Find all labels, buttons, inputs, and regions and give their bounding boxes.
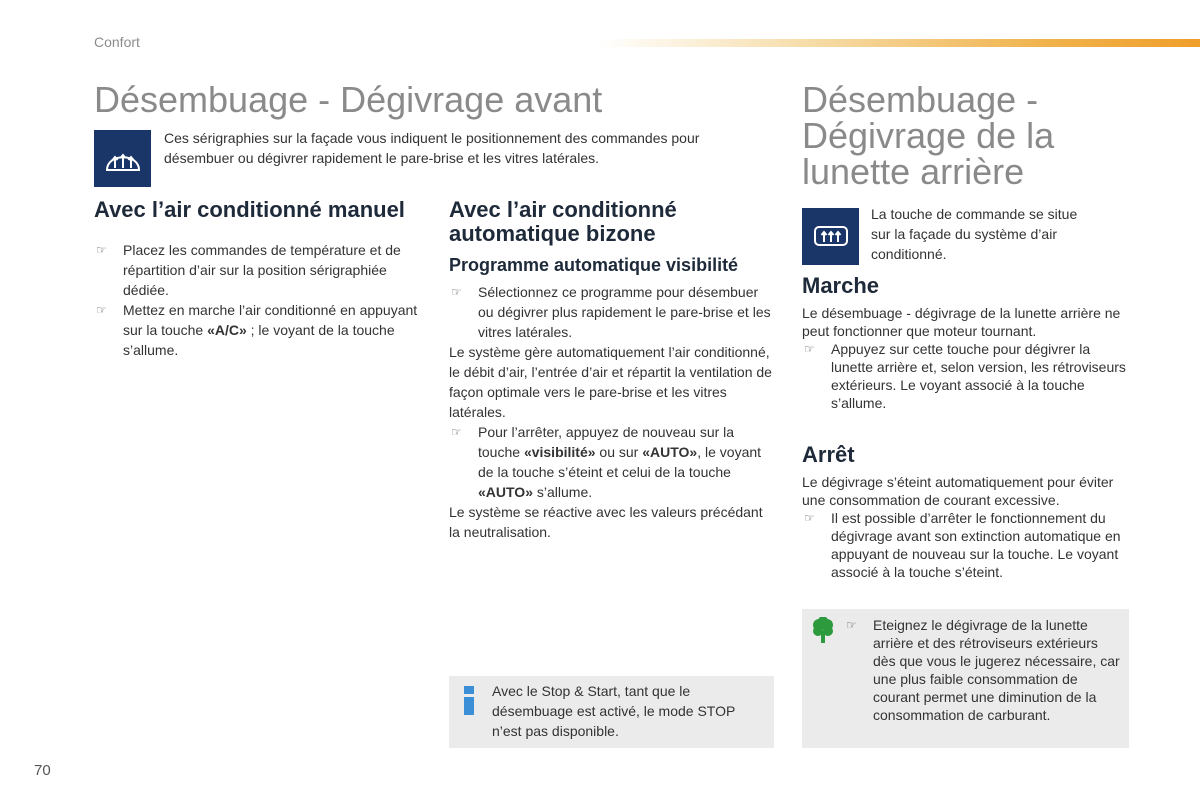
eco-note-list xyxy=(844,616,1124,724)
list-item: ☞ Il est possible d’arrêter le fonctionnement du dégivrage avant son extinction automatique en appuyant de nouveau sur la touche. Le voyant associé à la touche s’éteint. xyxy=(802,509,1132,581)
auto-ac-list-1 xyxy=(449,282,774,342)
arret-section xyxy=(802,443,1132,581)
visibility-program-heading: Programme automatique visibilité xyxy=(449,255,739,275)
arret-paragraph: Le dégivrage s’éteint automatiquement pour éviter une consommation de courant excessive. xyxy=(802,474,1114,508)
section-label: Confort xyxy=(94,34,140,50)
info-note-text: Avec le Stop & Start, tant que le désembuage est activé, le mode STOP n’est pas disponible. xyxy=(492,683,736,739)
page-number: 70 xyxy=(34,762,51,779)
list-item: ☞ Sélectionnez ce programme pour désembuer ou dégivrer plus rapidement le pare-brise et les vitres latérales. xyxy=(449,282,774,342)
eco-note-text: Eteignez le dégivrage de la lunette arrière et des rétroviseurs extérieurs dès que vous le jugerez nécessaire, car une plus faible consommation de courant permet une diminution de la consommation de carburant. xyxy=(873,617,1120,723)
auto-ac-list-2 xyxy=(449,422,774,502)
list-item xyxy=(844,616,1124,724)
arret-heading: Arrêt xyxy=(802,442,855,467)
eco-tree-icon xyxy=(811,617,835,645)
manual-ac-heading: Avec l’air conditionné manuel xyxy=(94,197,405,222)
auto-ac-section xyxy=(449,198,774,542)
info-note-box xyxy=(449,676,774,748)
list-item: ☞ Appuyez sur cette touche pour dégivrer la lunette arrière et, selon version, les rétroviseurs extérieurs. Le voyant associé à la touche s’allume. xyxy=(802,340,1132,412)
auto-ac-paragraph-2: Le système se réactive avec les valeurs précédant la neutralisation. xyxy=(449,504,763,540)
front-defrost-icon xyxy=(94,130,151,187)
manual-ac-section xyxy=(94,198,424,360)
rear-defrost-title: Désembuage - Dégivrage de la lunette arrière xyxy=(802,79,1055,192)
marche-paragraph: Le désembuage - dégivrage de la lunette arrière ne peut fonctionner que moteur tournant. xyxy=(802,305,1121,339)
header-gradient-bar xyxy=(600,39,1200,47)
arret-list xyxy=(802,509,1132,581)
ac-key-label: «A/C» xyxy=(207,322,247,338)
rear-defrost-intro: La touche de commande se situe sur la façade du système d’air conditionné. xyxy=(871,206,1078,262)
rear-defrost-icon xyxy=(802,208,859,265)
marche-section xyxy=(802,274,1132,412)
front-defrost-intro: Ces sérigraphies sur la façade vous indiquent le positionnement des commandes pour désembuer ou dégivrer rapidement le pare-brise et les vitres latérales. xyxy=(164,130,700,166)
marche-heading: Marche xyxy=(802,273,880,298)
auto-ac-paragraph-1: Le système gère automatiquement l’air conditionné, le débit d’air, l’entrée d’air et répartit la ventilation de façon optimale vers le pare-brise et les vitres latérales. xyxy=(449,344,772,420)
list-item: ☞ Placez les commandes de température et de répartition d’air sur la position sérigraphiée dédiée. xyxy=(94,240,424,300)
auto-ac-heading: Avec l’air conditionné automatique bizone xyxy=(449,197,677,246)
marche-list xyxy=(802,340,1132,412)
front-defrost-title: Désembuage - Dégivrage avant xyxy=(94,79,603,120)
info-icon xyxy=(463,686,475,715)
list-item: ☞ Mettez en marche l’air conditionné en appuyant sur la touche «A/C» ; le voyant de la touche s’allume. xyxy=(94,300,424,360)
manual-ac-list xyxy=(94,240,424,360)
eco-note-box xyxy=(802,609,1129,748)
list-item: ☞ Pour l’arrêter, appuyez de nouveau sur la touche «visibilité» ou sur «AUTO», le voyant de la touche s’éteint et celui de la touche «AUTO» s’allume. xyxy=(449,422,774,502)
